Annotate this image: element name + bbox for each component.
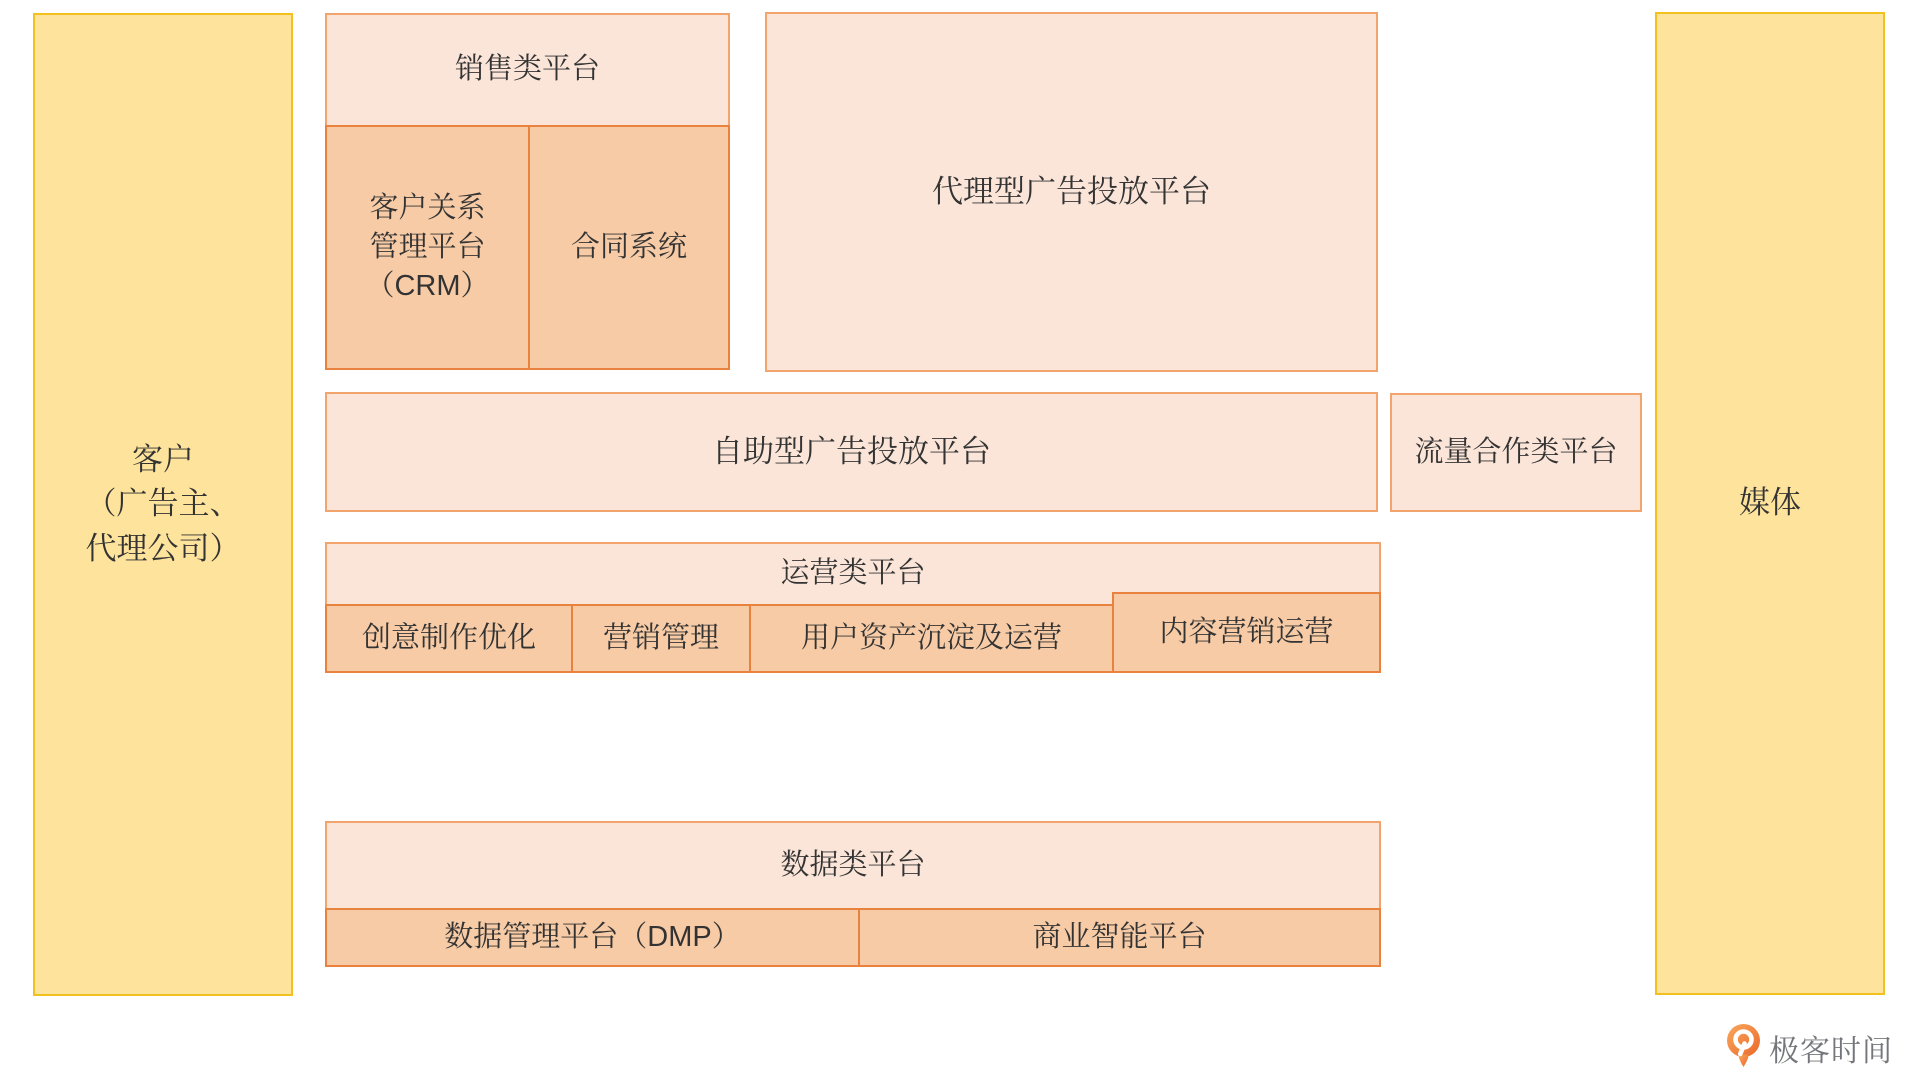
user-asset-operations-cell	[749, 604, 1114, 673]
sales-platform-group	[325, 13, 730, 370]
operations-platform-cells	[325, 604, 1381, 673]
creative-production-label: 创意制作优化	[361, 621, 536, 654]
geektime-pin-icon	[1725, 1023, 1762, 1073]
sales-platform-header	[325, 13, 730, 125]
content-marketing-label: 内容营销运营	[1159, 615, 1334, 648]
dmp-platform-cell	[325, 908, 860, 967]
crm-label-line2: 管理平台	[369, 230, 486, 263]
traffic-cooperation-platform-label: 流量合作类平台	[1414, 435, 1618, 468]
sales-platform-cells	[325, 125, 730, 370]
geektime-logo	[1725, 1023, 1893, 1073]
business-intelligence-cell	[858, 908, 1381, 967]
crm-platform-label	[365, 189, 489, 306]
content-marketing-cell	[1112, 592, 1381, 673]
media-box	[1655, 12, 1885, 995]
dmp-platform-label: 数据管理平台（DMP）	[444, 920, 741, 953]
business-intelligence-label: 商业智能平台	[1032, 920, 1207, 953]
customer-label	[86, 438, 241, 570]
customer-label-line1: 客户	[132, 442, 194, 478]
traffic-cooperation-platform-box	[1390, 393, 1642, 512]
sales-platform-title: 销售类平台	[454, 53, 600, 86]
contract-system-label: 合同系统	[570, 230, 687, 263]
crm-label-line3: （CRM）	[365, 270, 490, 303]
creative-production-cell	[325, 604, 573, 673]
user-asset-operations-label: 用户资产沉淀及运营	[800, 621, 1062, 654]
agency-ad-platform-box	[765, 12, 1378, 372]
self-serve-ad-platform-label: 自助型广告投放平台	[712, 433, 991, 469]
crm-platform-cell	[325, 125, 530, 370]
data-platform-title: 数据类平台	[780, 848, 926, 881]
agency-ad-platform-label: 代理型广告投放平台	[932, 173, 1211, 209]
data-platform-group	[325, 821, 1381, 967]
customer-box	[33, 13, 293, 996]
self-serve-ad-platform-box	[325, 392, 1378, 512]
customer-label-line3: 代理公司）	[85, 530, 241, 566]
geektime-brand-text: 极客时间	[1769, 1035, 1893, 1068]
crm-label-line1: 客户关系	[369, 191, 486, 224]
data-platform-cells	[325, 908, 1381, 967]
data-platform-header	[325, 821, 1381, 908]
marketing-management-label: 营销管理	[602, 621, 719, 654]
customer-label-line2: （广告主、	[85, 486, 241, 522]
marketing-management-cell	[571, 604, 751, 673]
contract-system-cell	[528, 125, 730, 370]
operations-platform-title: 运营类平台	[780, 557, 926, 590]
operations-platform-group	[325, 542, 1381, 673]
media-label: 媒体	[1739, 485, 1801, 521]
